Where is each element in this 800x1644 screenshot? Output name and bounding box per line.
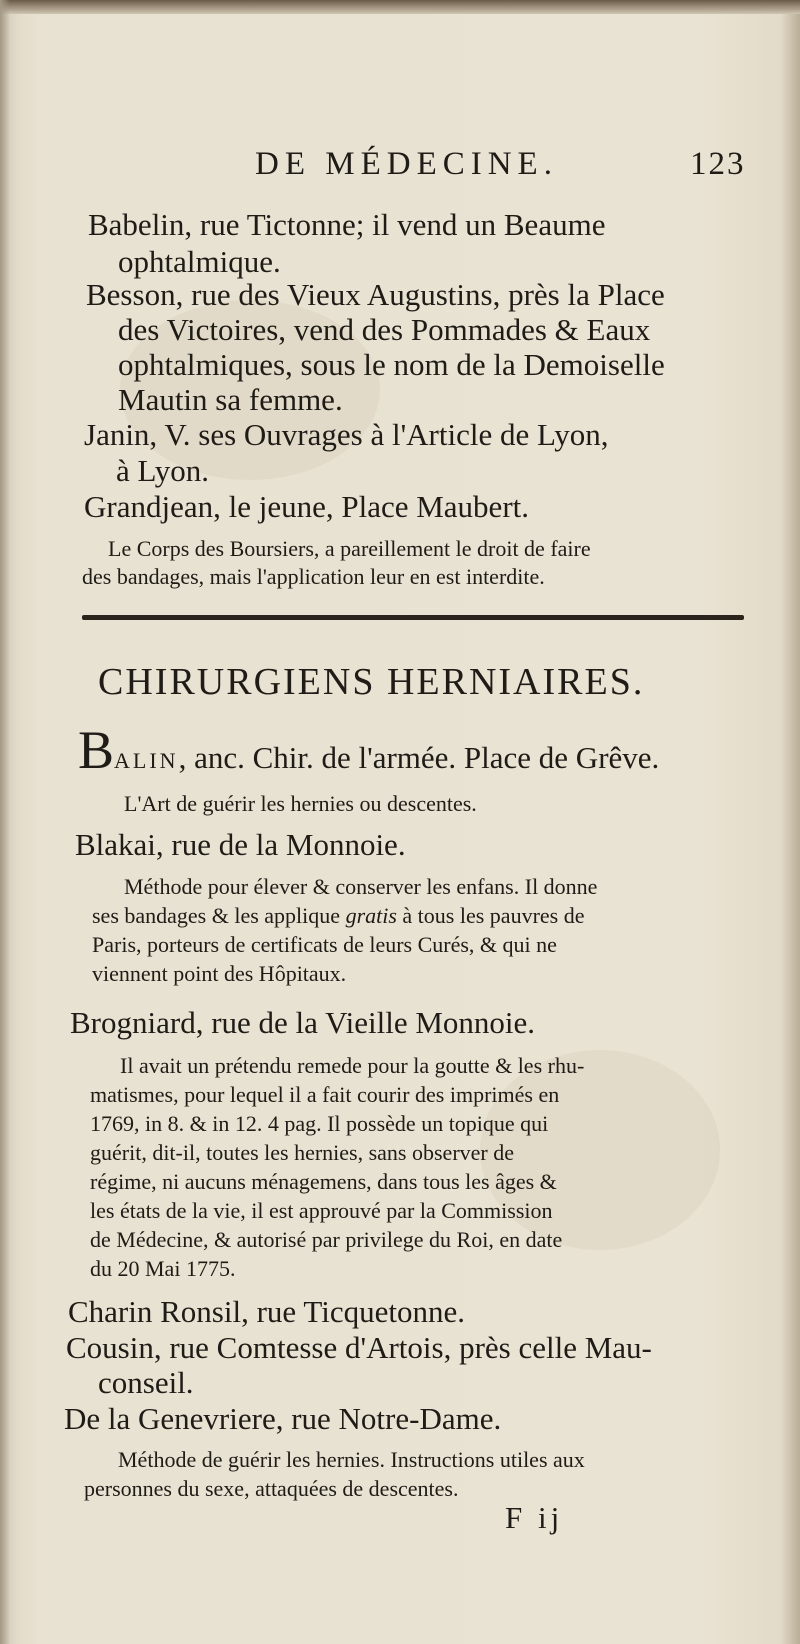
entry-besson-line3: ophtalmiques, sous le nom de la Demoiselle [118, 347, 665, 382]
note-blakai-gratis: gratis [345, 903, 397, 928]
note-blakai-line4: viennent point des Hôpitaux. [92, 961, 347, 986]
section-divider-rule [82, 615, 744, 620]
note-blakai-line2-start: ses bandages & les applique [92, 903, 346, 928]
note-blakai-line2-end: à tous les pauvres de [396, 903, 585, 928]
note-brogniard-line1: Il avait un prétendu remede pour la goutte & les rhu- [120, 1053, 585, 1078]
note-brogniard-line2: matismes, pour lequel il a fait courir des imprimés en [90, 1082, 560, 1107]
entry-genevriere: De la Genevriere, rue Notre-Dame. [64, 1401, 502, 1436]
entry-janin-line2: à Lyon. [116, 453, 209, 488]
entry-cousin-line2: conseil. [98, 1365, 194, 1400]
note-brogniard-line3: 1769, in 8. & in 12. 4 pag. Il possède un topique qui [90, 1111, 549, 1136]
note-blakai-line3: Paris, porteurs de certificats de leurs Curés, & qui ne [92, 932, 557, 957]
note-genevriere-line2: personnes du sexe, attaquées de descentes. [84, 1476, 459, 1501]
entry-besson-line2: des Victoires, vend des Pommades & Eaux [118, 312, 651, 347]
note-boursiers-line1: Le Corps des Boursiers, a pareillement le droit de faire [108, 536, 591, 561]
entry-janin-line1: Janin, V. ses Ouvrages à l'Article de Lyon, [84, 417, 609, 452]
note-brogniard-line4: guérit, dit-il, toutes les hernies, sans observer de [90, 1140, 515, 1165]
entry-besson-line1: Besson, rue des Vieux Augustins, près la Place [86, 277, 665, 312]
entry-balin-name: ALIN [114, 748, 179, 773]
note-balin: L'Art de guérir les hernies ou descentes. [124, 791, 477, 816]
entry-charin: Charin Ronsil, rue Ticquetonne. [68, 1294, 465, 1329]
section-heading: CHIRURGIENS HERNIAIRES. [98, 661, 645, 703]
entry-balin-text: , anc. Chir. de l'armée. Place de Grêve. [178, 740, 660, 775]
note-blakai-line2 [92, 902, 584, 929]
signature-mark: F ij [505, 1500, 564, 1535]
note-blakai-line1: Méthode pour élever & conserver les enfans. Il donne [124, 874, 598, 899]
note-brogniard-line6: les états de la vie, il est approuvé par la Commission [90, 1198, 553, 1223]
note-boursiers-line2: des bandages, mais l'application leur en est interdite. [82, 564, 545, 589]
note-brogniard-line7: de Médecine, & autorisé par privilege du Roi, en date [90, 1227, 563, 1252]
note-brogniard-line8: du 20 Mai 1775. [90, 1256, 236, 1281]
entry-babelin-line1: Babelin, rue Tictonne; il vend un Beaume [88, 207, 606, 242]
entry-balin [78, 720, 660, 780]
running-head: DE MÉDECINE. [255, 146, 558, 182]
entry-besson-line4: Mautin sa femme. [118, 382, 343, 417]
entry-cousin-line1: Cousin, rue Comtesse d'Artois, près celle Mau- [66, 1330, 652, 1365]
page-number: 123 [690, 146, 746, 182]
drop-cap: B [78, 720, 115, 780]
entry-babelin-line2: ophtalmique. [118, 244, 281, 279]
entry-grandjean: Grandjean, le jeune, Place Maubert. [84, 489, 530, 524]
entry-blakai: Blakai, rue de la Monnoie. [75, 827, 406, 862]
note-brogniard-line5: régime, ni aucuns ménagemens, dans tous les âges & [90, 1169, 557, 1194]
entry-brogniard: Brogniard, rue de la Vieille Monnoie. [70, 1005, 536, 1040]
note-genevriere-line1: Méthode de guérir les hernies. Instructions utiles aux [118, 1447, 585, 1472]
